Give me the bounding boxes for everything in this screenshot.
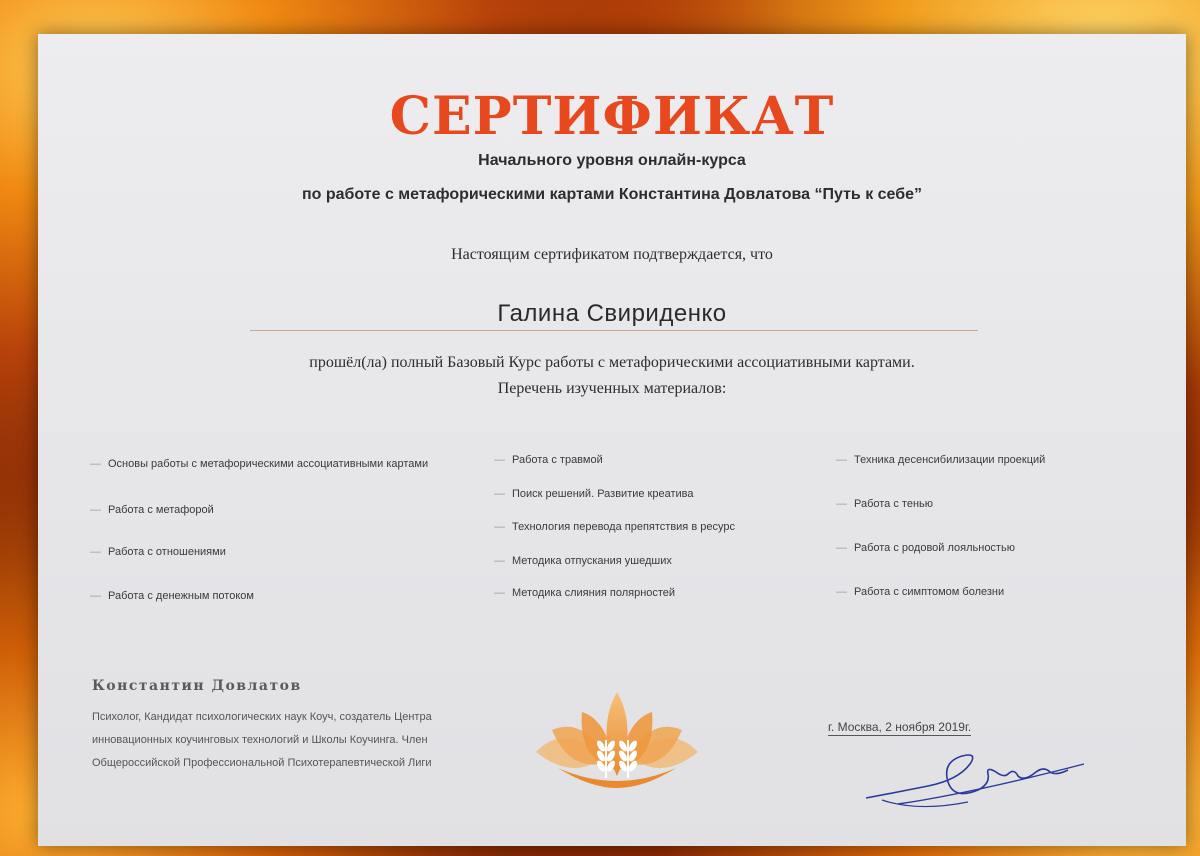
signature-icon <box>858 742 1088 814</box>
dash-icon: — <box>90 458 101 470</box>
list-item-label: Работа с травмой <box>512 454 603 466</box>
dash-icon: — <box>494 454 505 466</box>
list-item <box>90 504 448 517</box>
dash-icon: — <box>90 590 101 602</box>
list-item <box>494 521 832 534</box>
dash-icon: — <box>494 521 505 533</box>
lotus-logo-icon <box>534 686 700 794</box>
dash-icon: — <box>494 587 505 599</box>
dash-icon: — <box>836 498 847 510</box>
list-item <box>836 498 1154 511</box>
dash-icon: — <box>836 542 847 554</box>
list-item <box>494 488 832 501</box>
list-item <box>90 458 448 471</box>
list-item-label: Методика отпускания ушедших <box>512 555 672 567</box>
name-underline <box>250 330 978 331</box>
course-name-line: по работе с метафорическими картами Константина Довлатова “Путь к себе” <box>301 186 923 203</box>
list-item <box>494 587 832 600</box>
course-level-line: Начального уровня онлайн-курса <box>478 152 746 169</box>
dash-icon: — <box>494 555 505 567</box>
certificate-sheet <box>38 34 1186 846</box>
confirmation-text: Настоящим сертификатом подтверждается, что <box>451 246 773 263</box>
list-item-label: Работа с отношениями <box>108 546 226 558</box>
list-item-label: Поиск решений. Развитие креатива <box>512 488 694 500</box>
list-item <box>90 590 448 603</box>
list-item-label: Работа с родовой лояльностью <box>854 542 1015 554</box>
dash-icon: — <box>836 454 847 466</box>
list-item <box>836 586 1154 599</box>
author-description: Психолог, Кандидат психологических наук Коуч, создатель Центра инновационных коучинговых технологий и Школы Коучинга. Член Общероссийской Профессиональной Психотерапевтической Лиги <box>92 711 432 769</box>
list-item <box>836 542 1154 555</box>
list-item-label: Работа с денежным потоком <box>108 590 254 602</box>
list-item <box>494 454 832 467</box>
dash-icon: — <box>494 488 505 500</box>
author-name: Константин Довлатов <box>92 678 302 694</box>
place-date: г. Москва, 2 ноября 2019г. <box>828 720 972 734</box>
list-item-label: Методика слияния полярностей <box>512 587 676 599</box>
list-item-label: Работа с тенью <box>854 498 933 510</box>
list-item-label: Работа с симптомом болезни <box>854 586 1005 598</box>
completion-text: прошёл(ла) полный Базовый Курс работы с метафорическими ассоциативными картами. <box>309 354 915 371</box>
list-item-label: Технология перевода препятствия в ресурс <box>512 521 735 533</box>
list-item-label: Работа с метафорой <box>108 504 214 516</box>
list-item <box>494 555 832 568</box>
recipient-name: Галина Свириденко <box>497 300 727 327</box>
list-item-label: Основы работы с метафорическими ассоциативными картами <box>108 458 429 470</box>
list-item <box>90 546 448 559</box>
list-item-label: Техника десенсибилизации проекций <box>854 454 1046 466</box>
certificate-title: СЕРТИФИКАТ <box>389 86 835 147</box>
list-item <box>836 454 1154 467</box>
dash-icon: — <box>836 586 847 598</box>
dash-icon: — <box>90 504 101 516</box>
materials-heading: Перечень изученных материалов: <box>497 380 727 397</box>
dash-icon: — <box>90 546 101 558</box>
